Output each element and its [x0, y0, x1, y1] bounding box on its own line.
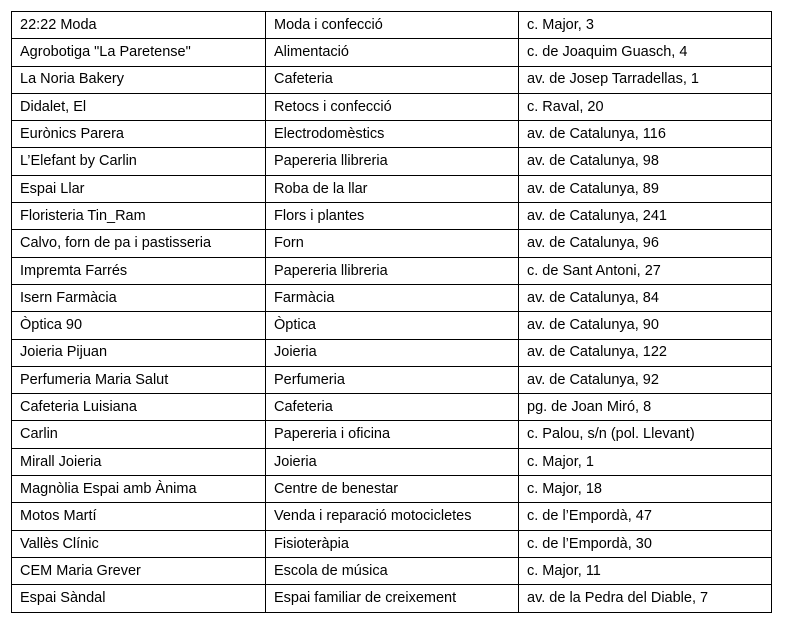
address-cell: av. de Catalunya, 122 [519, 339, 772, 366]
address-cell: pg. de Joan Miró, 8 [519, 394, 772, 421]
category-cell: Roba de la llar [266, 175, 519, 202]
address-cell: c. de Sant Antoni, 27 [519, 257, 772, 284]
category-cell: Perfumeria [266, 366, 519, 393]
business-name-cell: Òptica 90 [12, 312, 266, 339]
table-row [12, 421, 772, 448]
table-row [12, 148, 772, 175]
table-row [12, 12, 772, 39]
table-row [12, 557, 772, 584]
category-cell: Fisioteràpia [266, 530, 519, 557]
business-name-cell: CEM Maria Grever [12, 557, 266, 584]
address-cell: av. de Catalunya, 92 [519, 366, 772, 393]
business-name-cell: Mirall Joieria [12, 448, 266, 475]
business-name-cell: Vallès Clínic [12, 530, 266, 557]
table-row [12, 394, 772, 421]
category-cell: Papereria llibreria [266, 148, 519, 175]
table-row [12, 476, 772, 503]
business-name-cell: Joieria Pijuan [12, 339, 266, 366]
address-cell: c. Palou, s/n (pol. Llevant) [519, 421, 772, 448]
address-cell: c. Major, 11 [519, 557, 772, 584]
table-row [12, 203, 772, 230]
category-cell: Flors i plantes [266, 203, 519, 230]
address-cell: av. de Catalunya, 96 [519, 230, 772, 257]
address-cell: c. Raval, 20 [519, 93, 772, 120]
business-name-cell: Didalet, El [12, 93, 266, 120]
business-name-cell: Espai Llar [12, 175, 266, 202]
business-name-cell: Cafeteria Luisiana [12, 394, 266, 421]
address-cell: av. de Catalunya, 241 [519, 203, 772, 230]
business-name-cell: L’Elefant by Carlin [12, 148, 266, 175]
category-cell: Escola de música [266, 557, 519, 584]
table-row [12, 530, 772, 557]
business-name-cell: Calvo, forn de pa i pastisseria [12, 230, 266, 257]
category-cell: Centre de benestar [266, 476, 519, 503]
category-cell: Venda i reparació motocicletes [266, 503, 519, 530]
category-cell: Retocs i confecció [266, 93, 519, 120]
address-cell: c. Major, 18 [519, 476, 772, 503]
business-name-cell: 22:22 Moda [12, 12, 266, 39]
address-cell: av. de Josep Tarradellas, 1 [519, 66, 772, 93]
address-cell: av. de Catalunya, 98 [519, 148, 772, 175]
business-name-cell: Impremta Farrés [12, 257, 266, 284]
table-row [12, 339, 772, 366]
address-cell: c. Major, 3 [519, 12, 772, 39]
address-cell: c. Major, 1 [519, 448, 772, 475]
category-cell: Papereria i oficina [266, 421, 519, 448]
address-cell: av. de Catalunya, 89 [519, 175, 772, 202]
business-name-cell: Floristeria Tin_Ram [12, 203, 266, 230]
category-cell: Cafeteria [266, 66, 519, 93]
address-cell: av. de Catalunya, 90 [519, 312, 772, 339]
business-name-cell: Magnòlia Espai amb Ànima [12, 476, 266, 503]
table-row [12, 121, 772, 148]
business-name-cell: La Noria Bakery [12, 66, 266, 93]
table-row [12, 366, 772, 393]
table-row [12, 585, 772, 612]
table-row [12, 66, 772, 93]
category-cell: Cafeteria [266, 394, 519, 421]
table-row [12, 175, 772, 202]
table-row [12, 284, 772, 311]
table-row [12, 503, 772, 530]
table-row [12, 312, 772, 339]
address-cell: c. de Joaquim Guasch, 4 [519, 39, 772, 66]
business-name-cell: Eurònics Parera [12, 121, 266, 148]
category-cell: Forn [266, 230, 519, 257]
category-cell: Electrodomèstics [266, 121, 519, 148]
business-directory [11, 11, 772, 613]
address-cell: c. de l’Empordà, 47 [519, 503, 772, 530]
table-row [12, 93, 772, 120]
category-cell: Òptica [266, 312, 519, 339]
business-name-cell: Carlin [12, 421, 266, 448]
business-name-cell: Perfumeria Maria Salut [12, 366, 266, 393]
address-cell: c. de l’Empordà, 30 [519, 530, 772, 557]
category-cell: Joieria [266, 448, 519, 475]
table-row [12, 257, 772, 284]
category-cell: Moda i confecció [266, 12, 519, 39]
table-row [12, 39, 772, 66]
table-row [12, 448, 772, 475]
table-row [12, 230, 772, 257]
business-name-cell: Isern Farmàcia [12, 284, 266, 311]
category-cell: Espai familiar de creixement [266, 585, 519, 612]
business-name-cell: Motos Martí [12, 503, 266, 530]
category-cell: Papereria llibreria [266, 257, 519, 284]
business-name-cell: Agrobotiga "La Paretense" [12, 39, 266, 66]
address-cell: av. de Catalunya, 84 [519, 284, 772, 311]
address-cell: av. de la Pedra del Diable, 7 [519, 585, 772, 612]
address-cell: av. de Catalunya, 116 [519, 121, 772, 148]
category-cell: Alimentació [266, 39, 519, 66]
category-cell: Joieria [266, 339, 519, 366]
table-body [12, 12, 772, 613]
business-name-cell: Espai Sàndal [12, 585, 266, 612]
category-cell: Farmàcia [266, 284, 519, 311]
business-table [11, 11, 772, 613]
